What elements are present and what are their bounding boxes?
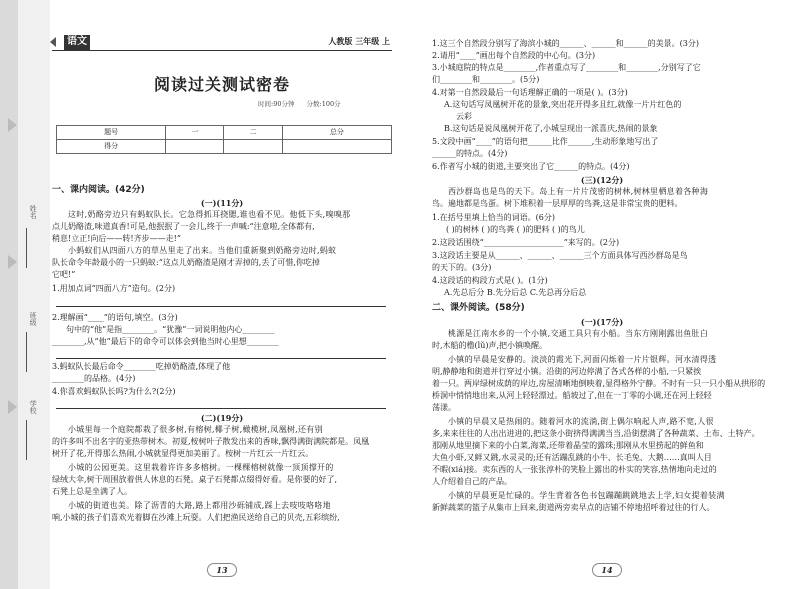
passage-line: 队长命令年龄最小的一只蚂蚁:“这点儿奶酪渣是刚才弄掉的,丢了可惜,你吃掉 [52,258,320,267]
binding-triangle-icon [8,118,17,132]
option-text: B.这句话是说凤凰树开花了,小城呈现出一派喜庆,热闹的景象 [444,124,658,133]
question-text: 句中的“他”是指________。“犹豫”一词说明他内心________ [66,325,275,334]
subject-label [58,35,90,50]
question-text: 2.这段话围绕“____________________”来写的。(2分) [432,238,620,247]
section-heading: 二、课外阅读。(58分) [432,303,525,313]
binding-edge [0,0,18,589]
question-text: 4.这段话的构段方式是( )。(1分) [432,276,548,285]
passage-line: 小镇的早晨更是忙碌的。学生背着各色书包蹦蹦跳跳地去上学,妇女提着装满 [448,491,725,500]
binding-margin [0,0,50,589]
passage-line: 桥洞中悄悄地出来,从河上轻轻漂过。船坡过了,但在一丁零的小调,还在河上轻轻 [432,391,712,400]
score-table-cell: 二 [224,126,282,140]
time-info: 时间:90分钟 [258,100,295,108]
score-input-cell[interactable] [224,140,282,154]
score-table-cell: 得分 [57,140,166,154]
binding-triangle-icon [8,400,17,414]
passage-line: 它吧!” [52,270,76,279]
passage-line: 绿绒大伞,树干周围放着供人休息的石凳。桌子石凳都点缀得好看。是你要的好了, [52,475,338,484]
score-table-cell: 一 [166,126,224,140]
passage-line: 鸟。遍地都是鸟蛋。树下堆积着一层厚厚的鸟粪,这是非常宝贵的肥料。 [432,199,683,208]
passage-line: 不暇(xiá)接。卖东西的人一张张淳朴的笑脸上露出的朴实的笑容,热情地向走过的 [432,465,717,474]
passage-heading: (二)(19分) [200,413,244,423]
passage-line: 那刚从地里摘下来的小白菜,海菜,还带着晶莹的露珠;那刚从水里捞起的鲜鱼和 [432,441,704,450]
question-text: 5.文段中画“____”的语句把______比作______,生动形象地写出了 [432,137,659,146]
score-table-header [57,126,392,140]
passage-line: 响,小城的孩子们喜欢光着脚在沙滩上玩耍。人们把渔民送给自己的贝壳,五彩缤纷, [52,513,340,522]
answer-line[interactable] [56,358,386,359]
answer-line[interactable] [56,306,386,307]
passage-line: 小镇的早晨是安静的。淡淡的霞光下,河面闪烁着一片片银辉。河水清得透 [448,355,717,364]
binding-label-school: 学校 [29,400,38,414]
question-text: 的天下的。(3分) [432,263,492,272]
passage-line: 小城的街道也美。除了沥青的大路,路上都用沙砾铺成,踩上去吱吱咯咯地 [68,501,331,510]
option-text: A.这句话写凤凰树开花的景象,突出花开得多且红,就像一片片红色的 [444,100,682,109]
answer-line[interactable] [56,408,386,409]
passage-line: 小城里每一个庭院都栽了很多树,有榕树,椰子树,橄榄树,凤凰树,还有别 [68,425,323,434]
binding-label-name: 姓名 [29,205,38,219]
question-text: 3.小城庭院的特点是________,作者重点写了________和________,分别写了它 [432,63,701,72]
passage-line: 人介绍着自己的产品。 [432,477,512,486]
question-text: 4.对第一自然段最后一句话理解正确的一项是( )。(3分) [432,88,628,97]
passage-line: 点儿奶酪渣,味道真香!可是,他抿抿了一会儿,终于一声喊:“注意啦,全体都有, [52,222,315,231]
passage-line: 西沙群岛也是鸟的天下。岛上有一片片茂密的树林,树林里栖息着各种海 [448,187,709,196]
passage-line: 荡漾。 [432,403,456,412]
binding-line [26,420,27,460]
score-table-cell: 总分 [282,126,391,140]
question-text: 3.这段话主要是从______、______、______三个方面具体写西沙群岛是鸟 [432,251,688,260]
passage-heading: (一)(11分) [200,198,244,208]
page-number: 14 [592,563,622,577]
passage-heading: (一)(17分) [580,317,624,327]
passage-line: 的许多叫不出名字的亚热带树木。初夏,桉树叶子散发出来的香味,飘得满街满院都是。凤凰 [52,437,370,446]
question-text: 1.在括号里填上恰当的词语。(6分) [432,213,555,222]
question-text: ________,从“他”最后下的命令可以体会到他当时心里想________ [52,337,279,346]
question-text: 2.请用“____”画出每个自然段的中心句。(3分) [432,51,596,60]
score-table [56,125,392,154]
passage-line: 树开了花,开得那么热闹,小城就显得更加美丽了。桉树一片红云一片红云。 [52,449,314,458]
question-text: 6.作者写小城的街道,主要突出了它______的特点。(4分) [432,162,630,171]
passage-line: 桃源是江南水乡的一个小镇,交通工具只有小船。当东方刚刚露出鱼肚白 [448,329,709,338]
subject-badge: 语文 [64,35,90,50]
page-title: 阅读过关测试密卷 [153,75,290,94]
score-table-row [57,140,392,154]
question-text: 2.理解画“____”的语句,填空。(3分) [52,313,178,322]
passage-line: 多,来来往往的人出出进进的,把这条小街挤得满满当当,沿街摆满了各种蔬菜、土布、土特产。 [432,429,760,438]
left-page [52,0,412,589]
fill-blanks[interactable]: ( )的树林 ( )的鸟粪 ( )的肥料 ( )的鸟儿 [446,225,585,234]
score-input-cell[interactable] [282,140,391,154]
passage-line: 大鱼小虾,又鲜又跳,水灵灵的;还有活蹦乱跳的小牛、长毛兔、大鹅……真叫人目 [432,453,712,462]
score-info: 分数:100分 [306,100,341,108]
exam-meta [258,100,351,109]
passage-line: 着一只。两岸绿树成荫的岸边,房屋清晰地倒映着,显得格外宁静。不时有一只一只小船从拱形的 [432,379,766,388]
question-text: ________的品格。(4分) [52,374,136,383]
passage-line: 稍息!立正!向后——转!齐步——走!” [52,234,181,243]
binding-label-class: 班级 [29,312,38,326]
question-text: 1.这三个自然段分别写了海滨小城的______、______和______的美景。(3分) [432,39,699,48]
edition-label: 人教版 三年级 上 [328,37,390,46]
binding-line [26,228,27,268]
question-text: 3.蚂蚁队长最后命令________吃掉奶酪渣,体现了他 [52,362,231,371]
passage-line: 这时,奶酪旁边只有蚂蚁队长。它急得抓耳挠腮,谁也看不见。他低下头,嗅嗅那 [68,210,351,219]
question-text: 4.你喜欢蚂蚁队长吗?为什么?(2分) [52,387,176,396]
header-decoration-icon [50,37,56,47]
passage-line: 小蚂蚁们从四面八方的草丛里走了出来。当他们重新聚到奶酪旁边时,蚂蚁 [68,246,337,255]
question-text: 1.用加点词“四面八方”造句。(2分) [52,284,176,293]
option-text: A.先总后分 B.先分后总 C.先总再分后总 [444,288,587,297]
option-text: 云彩 [456,112,472,121]
binding-line [26,332,27,372]
page-number: 13 [207,563,237,577]
passage-line: 小城的公园更美。这里栽着许许多多榕树。一棵棵榕树就像一顶顶撑开的 [68,463,334,472]
question-text: ______的特点。(4分) [432,149,508,158]
passage-line: 小镇的早晨又是热闹的。随着河水的流淌,街上偶尔响起人声,路不宽,人很 [448,417,714,426]
right-page [432,0,787,589]
score-input-cell[interactable] [166,140,224,154]
score-table-cell: 题号 [57,126,166,140]
page-header [52,33,392,51]
binding-triangle-icon [8,255,17,269]
passage-line: 明,静静地和街道并行穿过小镇。沿街的河边停满了各式各样的小船,一只紧挨 [432,367,702,376]
question-text: 们________和________。(5分) [432,75,540,84]
passage-heading: (三)(12分) [580,175,624,185]
passage-line: 时,木船的橹(lǔ)声,把小镇唤醒。 [432,341,548,350]
passage-line: 石凳上总是坐满了人。 [52,487,132,496]
section-heading: 一、课内阅读。(42分) [52,185,145,195]
passage-line: 新鲜蔬菜的篮子从集市上回来,街道两旁卖早点的店铺不停地招呼着过往的行人。 [432,503,715,512]
